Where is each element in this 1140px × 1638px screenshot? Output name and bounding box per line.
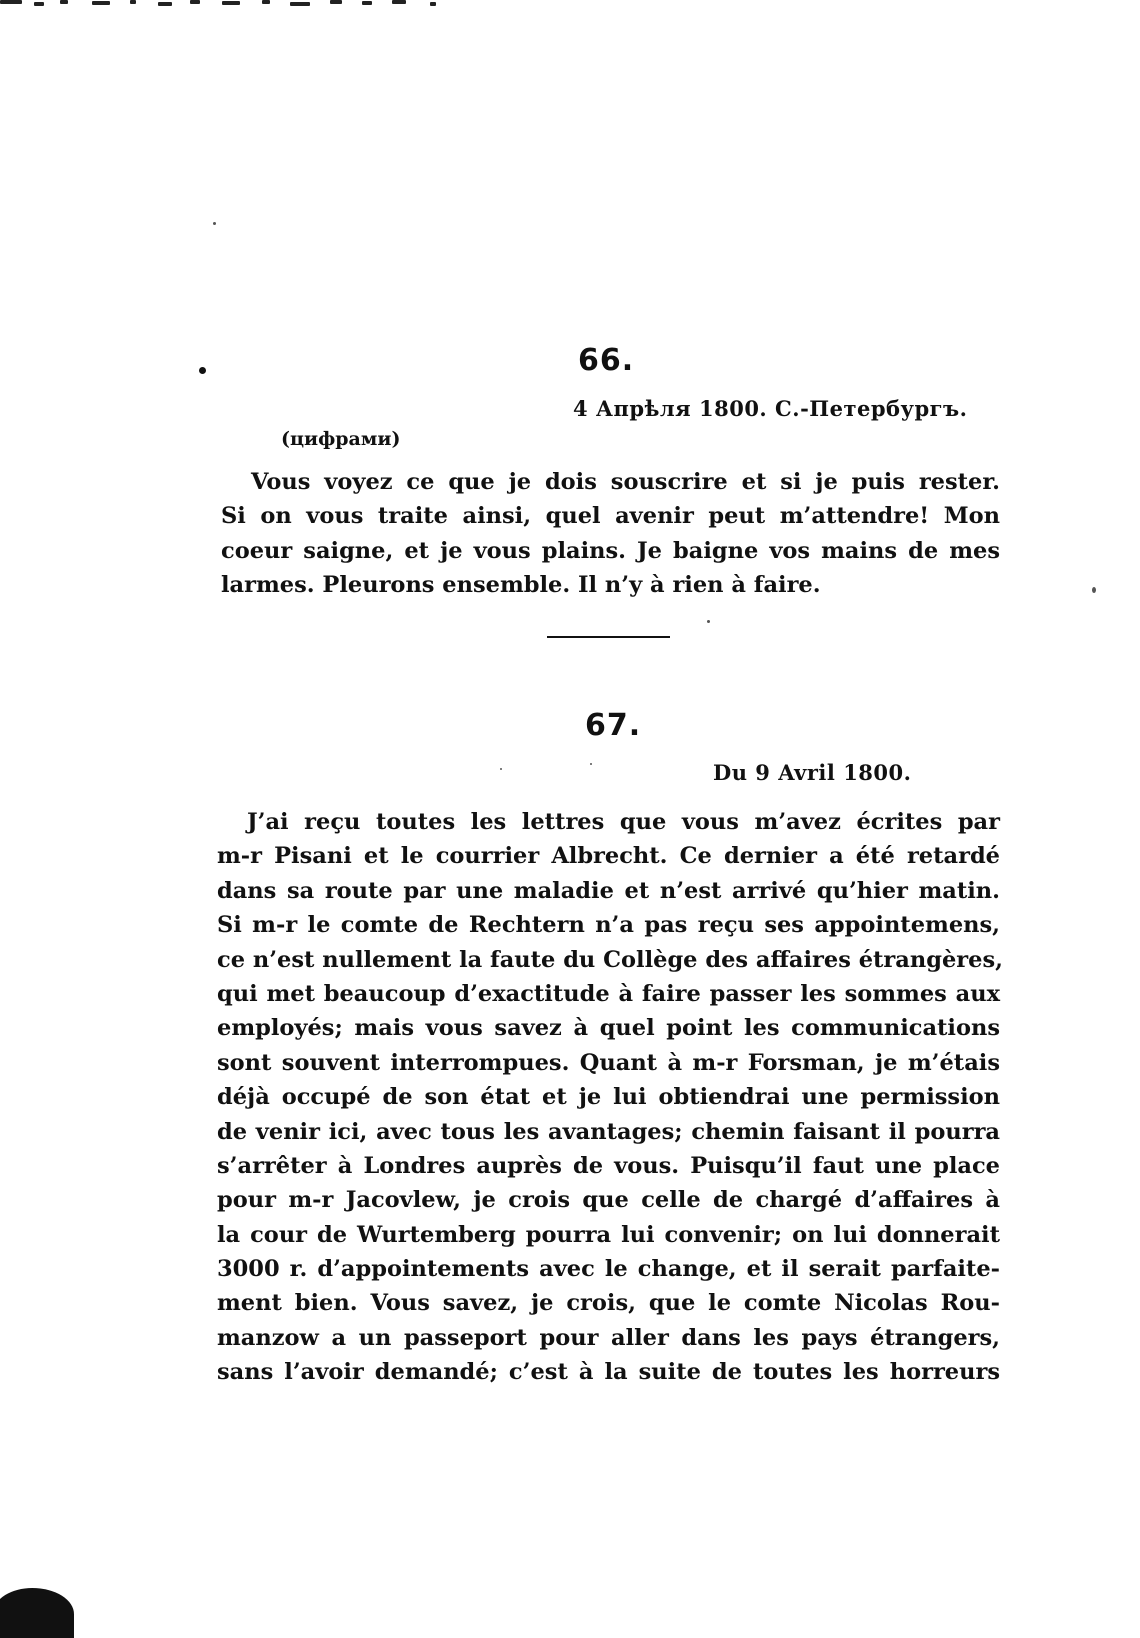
speck (1092, 587, 1096, 593)
speck (590, 763, 592, 765)
text-line: la cour de Wurtemberg pourra lui convenir; on lui donnerait (217, 1221, 1000, 1248)
ink-blot (0, 1588, 74, 1638)
text-line: déjà occupé de son état et je lui obtiendrai une permission (217, 1084, 1000, 1111)
text-line: ment bien. Vous savez, je crois, que le comte Nicolas Rou- (217, 1290, 1000, 1317)
text-line: sont souvent interrompues. Quant à m-r Forsman, je m’étais (217, 1049, 1000, 1076)
margin-dot (199, 367, 206, 374)
text-line: ce n’est nullement la faute du Collège des affaires étrangères, (217, 946, 1003, 973)
text-line: Si m-r le comte de Rechtern n’a pas reçu ses appointemens, (217, 912, 1000, 939)
text-line: J’ai reçu toutes les lettres que vous m’avez écrites par (247, 809, 1000, 835)
speck (707, 620, 710, 623)
letter-66-cipher-note: (цифрами) (281, 428, 401, 450)
text-line: s’arrêter à Londres auprès de vous. Puisqu’il faut une place (217, 1152, 1000, 1179)
speck (213, 222, 216, 225)
letter-67-dateline: Du 9 Avril 1800. (713, 760, 912, 785)
text-line: de venir ici, avec tous les avantages; chemin faisant il pourra (217, 1118, 1000, 1145)
text-line: pour m-r Jacovlew, je crois que celle de chargé d’affaires à (217, 1187, 1000, 1214)
letter-66-body (221, 465, 1000, 603)
text-line: Vous voyez ce que je dois souscrire et si je puis rester. (251, 469, 1000, 495)
text-line: Si on vous traite ainsi, quel avenir peut m’attendre! Mon (221, 503, 1000, 530)
section-divider (547, 636, 670, 638)
text-line: dans sa route par une maladie et n’est arrivé qu’hier matin. (217, 877, 1000, 904)
letter-66-number: 66. (578, 343, 635, 378)
letter-67-number: 67. (585, 708, 642, 743)
letter-66-dateline: 4 Апрѣля 1800. С.-Петербургъ. (573, 396, 968, 421)
speck (500, 768, 502, 770)
text-line: 3000 r. d’appointements avec le change, et il serait parfaite- (217, 1256, 1000, 1283)
text-line: larmes. Pleurons ensemble. Il n’y à rien à faire. (221, 572, 821, 599)
letter-67-body (217, 805, 1003, 1390)
text-line: coeur saigne, et je vous plains. Je baigne vos mains de mes (221, 537, 1000, 564)
text-line: qui met beaucoup d’exactitude à faire passer les sommes aux (217, 980, 1000, 1007)
scan-artifact-top (0, 0, 470, 10)
text-line: sans l’avoir demandé; c’est à la suite de toutes les horreurs (217, 1359, 1000, 1386)
text-line: employés; mais vous savez à quel point les communications (217, 1015, 1000, 1042)
text-line: manzow a un passeport pour aller dans les pays étrangers, (217, 1324, 1000, 1351)
text-line: m-r Pisani et le courrier Albrecht. Ce dernier a été retardé (217, 843, 1000, 870)
